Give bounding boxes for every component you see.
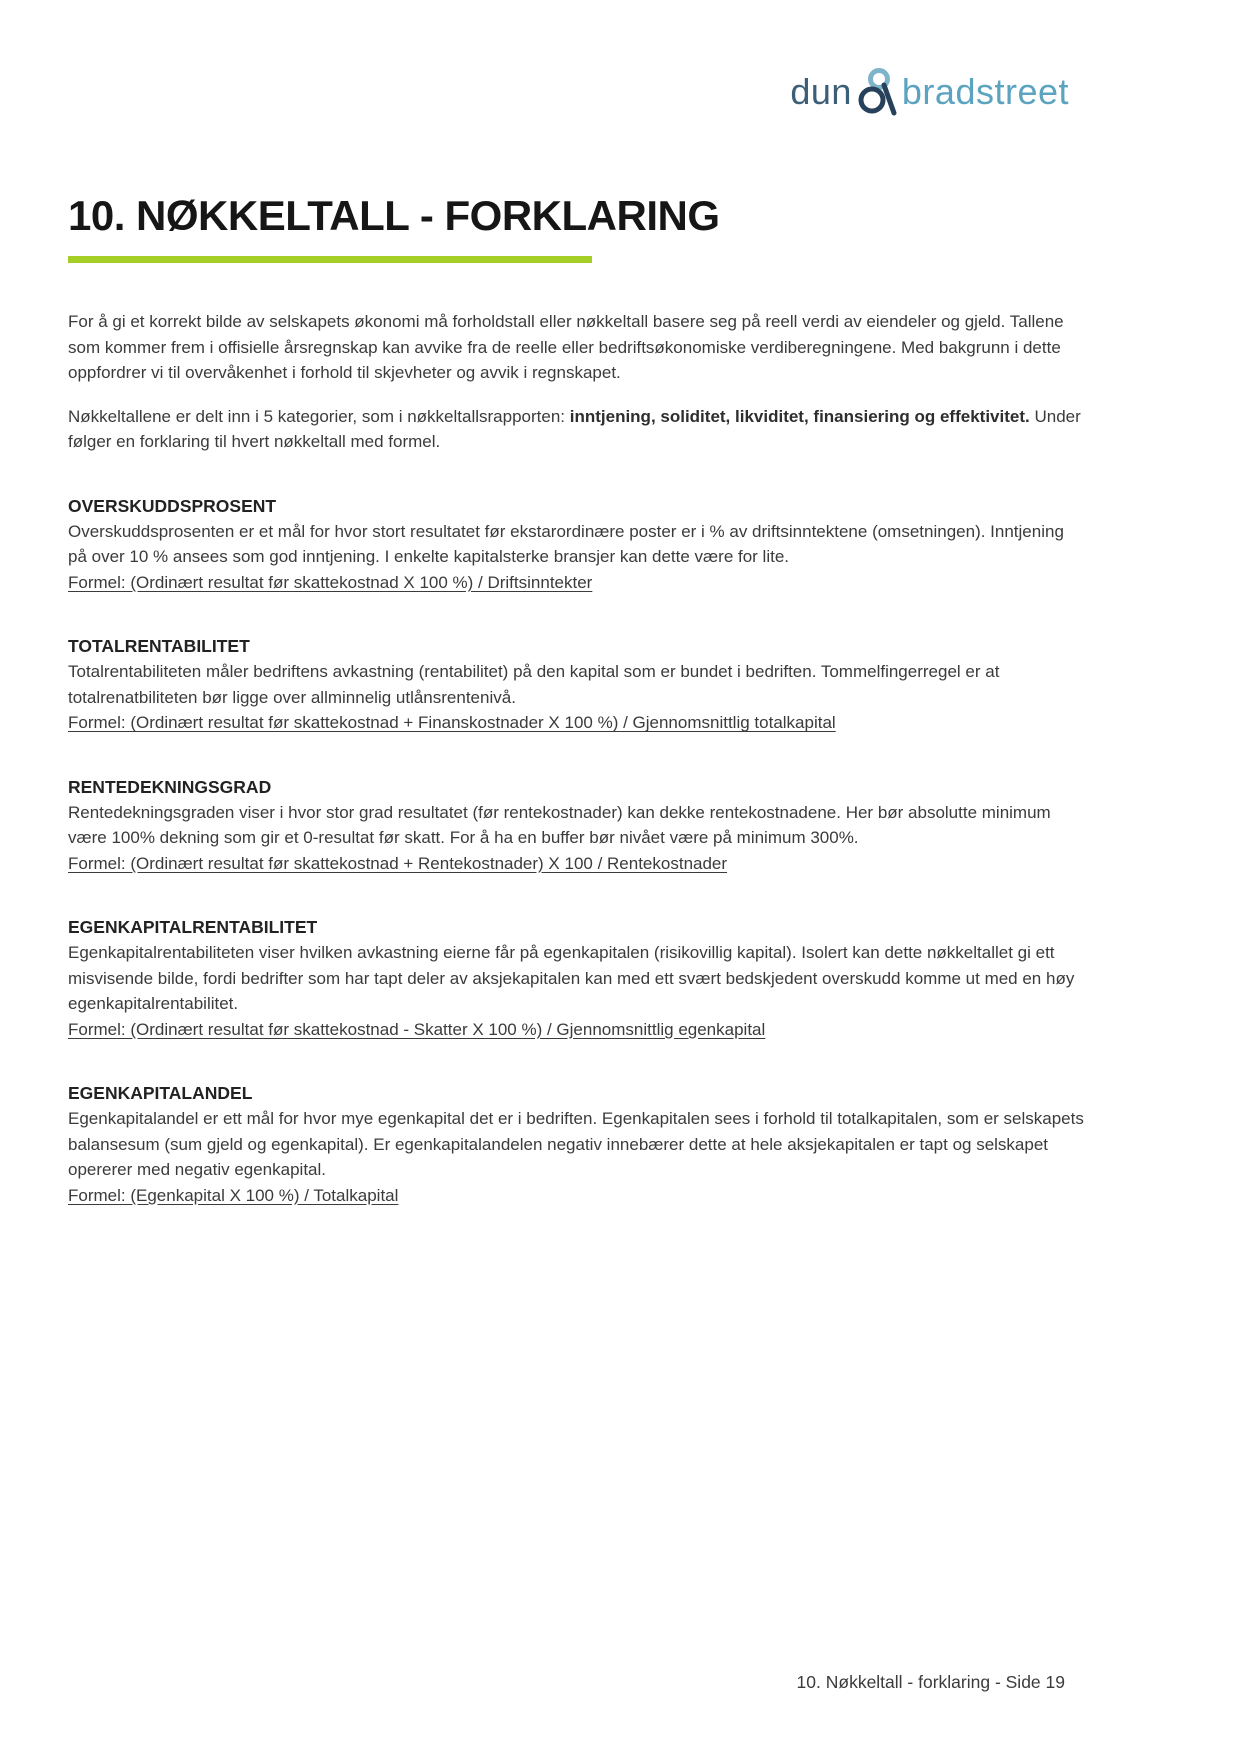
section-formula: Formel: (Ordinært resultat før skattekostnad - Skatter X 100 %) / Gjennomsnittlig egenkapital	[68, 1019, 766, 1039]
section-formula: Formel: (Ordinært resultat før skattekostnad + Rentekostnader) X 100 / Rentekostnader	[68, 853, 728, 873]
section-egenkapitalandel	[68, 1081, 1085, 1208]
section-overskuddsprosent	[68, 494, 1085, 596]
section-formula: Formel: (Ordinært resultat før skattekostnad + Finanskostnader X 100 %) / Gjennomsnittlig totalkapital	[68, 713, 836, 733]
section-formula: Formel: (Egenkapital X 100 %) / Totalkapital	[68, 1185, 399, 1205]
section-egenkapitalrentabilitet	[68, 915, 1085, 1042]
section-body: Totalrentabiliteten måler bedriftens avkastning (rentabilitet) på den kapital som er bundet i bedriften. Tommelfingerregel er at totalrenatbiliteten bør ligge over allminnelig utlånsrentenivå.	[68, 662, 1000, 707]
page-title: 10. NØKKELTALL - FORKLARING	[68, 192, 720, 239]
logo-text-dun: dun	[790, 71, 852, 112]
section-heading: TOTALRENTABILITET	[68, 636, 250, 657]
intro-paragraph-2-bold: inntjening, soliditet, likviditet, finansiering og effektivitet.	[569, 406, 1030, 426]
intro-paragraph-2-pre: Nøkkeltallene er delt inn i 5 kategorier, som i nøkkeltallsrapporten:	[68, 406, 570, 426]
intro-paragraph-2-post: Under følger en forklaring til hvert nøkkeltall med formel.	[68, 406, 1081, 452]
content-column	[68, 0, 1085, 1208]
section-heading: RENTEDEKNINGSGRAD	[68, 776, 272, 797]
intro-paragraph-2	[68, 404, 1085, 455]
section-heading: EGENKAPITALANDEL	[68, 1083, 253, 1104]
section-totalrentabilitet	[68, 634, 1085, 736]
section-body: Overskuddsprosenten er et mål for hvor stort resultatet før ekstarordinære poster er i % av driftsinntektene (omsetningen). Inntjening på over 10 % ansees som god inntjening. I enkelte kapitalsterke bransjer kan dette være for lite.	[68, 521, 1064, 567]
page-footer: 10. Nøkkeltall - forklaring - Side 19	[796, 1672, 1065, 1692]
logo-text-bradstreet: bradstreet	[901, 71, 1069, 112]
section-heading: OVERSKUDDSPROSENT	[68, 495, 277, 516]
section-body: Rentedekningsgraden viser i hvor stor grad resultatet (før rentekostnader) kan dekke rentekostnadene. Her bør absolutte minimum være 100% dekning som gir et 0-resultat før skatt. For å ha en buffer bør nivået være på minimum 300%.	[68, 802, 1051, 848]
title-accent-rule	[68, 256, 592, 263]
section-heading: EGENKAPITALRENTABILITET	[68, 917, 318, 938]
section-body: Egenkapitalrentabiliteten viser hvilken avkastning eierne får på egenkapitalen (risikovillig kapital). Isolert kan dette nøkkeltallet gi ett misvisende bilde, fordi bedrifter som har tapt deler av aksjekapitalen kan med ett svært bedskjedent overskudd komme ut med en høy egenkapitalrentabilitet.	[68, 943, 1075, 1014]
section-body: Egenkapitalandel er ett mål for hvor mye egenkapital det er i bedriften. Egenkapitalen sees i forhold til totalkapitalen, som er selskapets balansesum (sum gjeld og egenkapital). Er egenkapitalandelen negativ innebærer dette at hele aksjekapitalen er tapt og selskapet opererer med negativ egenkapital.	[68, 1109, 1084, 1180]
key-figure-sections	[68, 494, 1085, 1209]
section-rentedekningsgrad	[68, 775, 1085, 877]
section-formula: Formel: (Ordinært resultat før skattekostnad X 100 %) / Driftsinntekter	[68, 572, 593, 592]
intro-paragraph-1: For å gi et korrekt bilde av selskapets økonomi må forholdstall eller nøkkeltall basere seg på reell verdi av eiendeler og gjeld. Tallene som kommer frem i offisielle årsregnskap kan avvike fra de reelle eller bedriftsøkonomiske verdiberegningene. Med bakgrunn i dette oppfordrer vi til overvåkenhet i forhold til skjevheter og avvik i regnskapet.	[68, 312, 1064, 383]
